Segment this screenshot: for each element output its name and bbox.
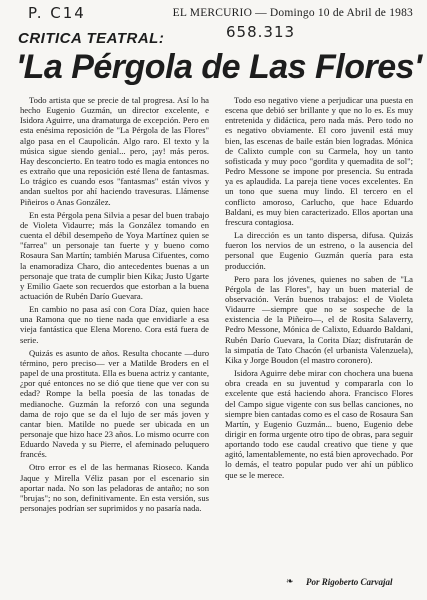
paragraph: En cambio no pasa así con Cora Díaz, quien hace una Ramona que no tiene nada que envidiarle a esa vieja fantástica que Elena Moreno. Cora está fuera de serie. [20,304,209,345]
article-column-left [20,95,209,516]
paragraph: Quizás es asunto de años. Resulta chocante —duro término, pero preciso— ver a Matilde Broders en el papel de una prostituta. Ella es buena actriz y cantante, ¿por qué entonces no se dió que tiene que ver con su edad? Rompe la bella poesía de las tonadas de medianoche. Guzmán la reforzó con una segunda dama de rojo que se da el lujo de ser más joven y cantar bien. Matilde no puede ser ubicada en un personaje que hizo hace 23 años. Lo mismo ocurre con Eduardo Naveda y su Pierre, el afeminado peluquero francés. [20,347,209,460]
paragraph: La dirección es un tanto dispersa, difusa. Quizás fueron los nervios de un estreno, o la ausencia del personal que Eugenio Guzmán quería para esta producción. [225,230,413,271]
handwritten-catalog-number: 658.313 [226,23,296,41]
article-byline: Por Rigoberto Carvajal [306,577,393,587]
paragraph: Pero para los jóvenes, quienes no saben de "La Pérgola de las Flores", hay un buen material de observación. Verán buenos trabajos: el de Violeta Vidaurre —siempre que no se sospeche de la existencia de la Piñeiro—, el de Rosita Salaverry, Pedro Messone, Mónica de Calixto, Eduardo Baldani, Rubén Darío Guevara, la Corita Díaz; disfrutarán de la simpatía de Tato Chacón (el urbanista Valenzuela), Kika y Jorge Boudon (el mastro coronero). [225,273,413,365]
paragraph: Isidora Aguirre debe mirar con chochera una buena obra creada en su juventud y compararla con lo excelente que está haciendo ahora. Francisco Flores del Campo sigue vigente con sus bellas canciones, no siempre bien cantadas como es el caso de Rosaura San Martín, y Eugenio Guzmán... bueno, Eugenio debe dirigir en forma urgente otro tipo de obras, para seguir aportando todo ese caudal creativo que tiene y que agitó, lamentablemente, no está bien aprovechado. Por lo demás, el teatro popular pudo ver ahí un público que se le merece. [225,368,413,480]
paragraph: En esta Pérgola pena Silvia a pesar del buen trabajo de Violeta Vidaurre; más la González tomando en cuenta el débil desempeño de Yoya Martínez quien se "farrea" un personaje tan fuerte y y bueno como Rosaura San Martín; también Marusa Cifuentes, como la enamoradiza Charo, dio antecedentes buenas a un personaje que trata de cumplir bien Kika; Justo Ugarte y Emilio Gaete son recuerdos que estorban a la buena actuación de Rubén Darío Guevara. [20,209,209,301]
publication-header: EL MERCURIO — Domingo 10 de Abril de 1983 [172,7,413,19]
leaf-ornament-icon: ❧ [286,576,294,586]
handwritten-archive-code: P. C14 [28,4,86,22]
article-kicker: CRITICA TEATRAL: [18,30,165,47]
article-headline: 'La Pérgola de Las Flores' [16,48,422,86]
article-column-right [225,95,413,483]
paragraph: Otro error es el de las hermanas Rioseco. Kanda Jaque y Mirella Véliz pasan por el escenario sin aportar nada. No son las peladoras de antaño; no son "brujas"; no son, definitivamente. En esta versión, sus personajes podrían ser suprimidos y no pasaría nada. [20,462,209,514]
paragraph: Todo artista que se precie de tal progresa. Así lo ha hecho Eugenio Guzmán, un director excelente, e Isidora Aguirre, una dramaturga de excepción. Pero en esta enésima reposición de "La Pérgola de las Flores" algo pasa en el Caupolicán. Algo raro. El texto y la música sigue siendo genial... pero, ¡ay! más peros. Hay desconcierto. En teatro todo es magia entonces no es extraño que una reposición esté llena de fantasmas. Lo trágico es cuando esos "fantasmas" están vivos y andan sueltos por ahí haciendo travesuras. Llámense Piñeiros o Anas González. [20,95,209,207]
paragraph: Todo eso negativo viene a perjudicar una puesta en escena que debió ser brillante y que no lo es. Es muy entretenida y didáctica, pero nada más. Pero todo no es negativo obviamente. El coro juvenil está muy bien, las escenas de baile están bien logradas. Mónica de Calixto cumple con su Carmela, hoy un tanto sofisticada y muy poco "gordita y quemadita de sol"; Pedro Messone se impone por presencia. Su entrada ya es aplaudida. La pareja tiene voces excelentes. En un tono que suena muy lindo. El tercero en el conflicto amoroso, Carlucho, que hace Eduardo Baldani, es muy bien caracterizado. Ellos aportan una frescura contagiosa. [225,95,413,227]
